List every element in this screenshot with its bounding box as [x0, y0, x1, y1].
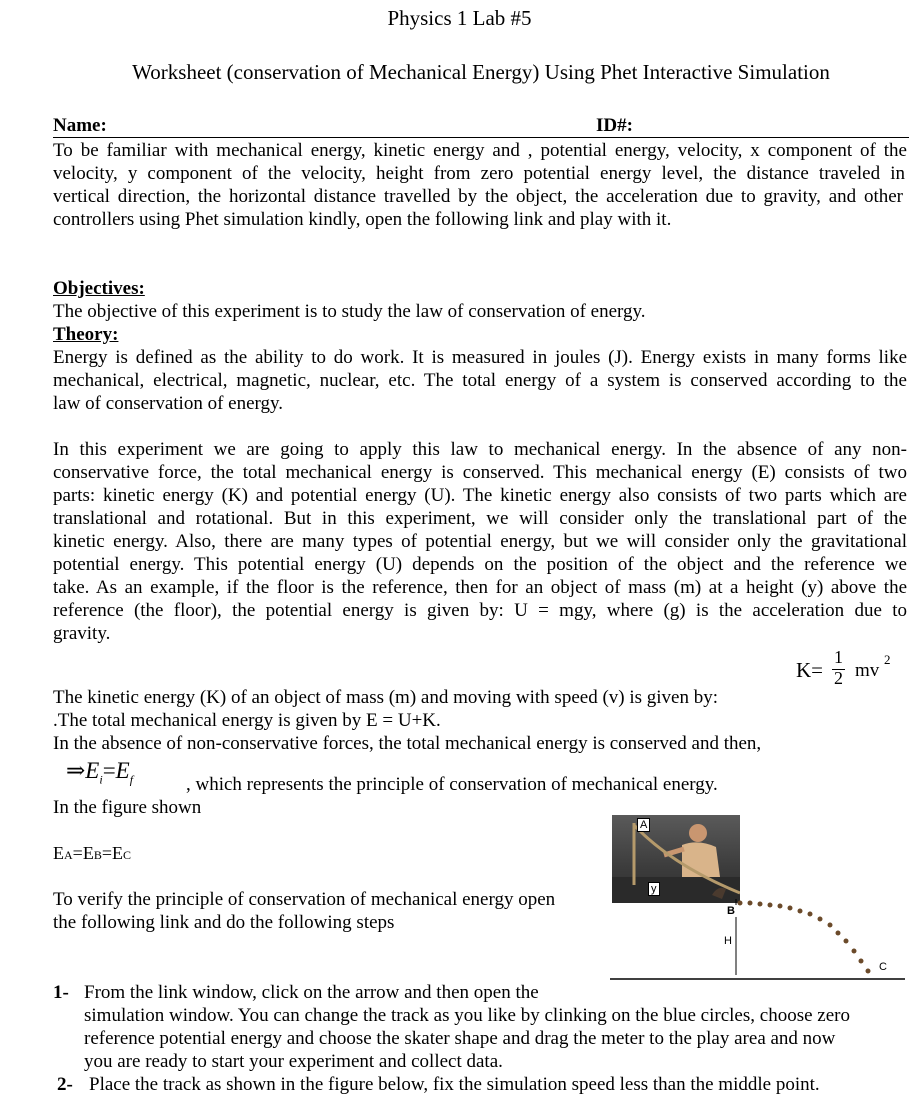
theory-heading: Theory: — [53, 324, 119, 345]
principle-line: , which represents the principle of conservation of mechanical energy. — [186, 774, 718, 795]
kinetic-energy-formula — [796, 646, 911, 692]
objectives-text: The objective of this experiment is to study the law of conservation of energy. — [53, 301, 646, 322]
step-2-line-1: Place the track as shown in the figure below, fix the simulation speed less than the middle point. — [89, 1074, 820, 1095]
theory-p1-line-3: law of conservation of energy. — [53, 393, 284, 414]
theory-p2-line-6: potential energy. This potential energy (U) depends on the position of the object and the reference we — [53, 554, 907, 575]
step-1-line-4: you are ready to start your experiment and collect data. — [84, 1051, 503, 1072]
formula-mv: mv — [855, 660, 880, 681]
skater-icon — [712, 888, 726, 899]
verify-line-2: the following link and do the following steps — [53, 912, 395, 933]
intro-line-3: vertical direction, the horizontal distance travelled by the object, the acceleration due to gravity, and other — [53, 186, 903, 207]
theory-p2-line-4: translational and rotational. But in this experiment, we will consider only the translational part of the — [53, 508, 907, 529]
formula-ei: E — [85, 758, 100, 783]
step-2-number: 2- — [57, 1074, 73, 1095]
name-label: Name: — [53, 115, 107, 136]
id-label: ID#: — [596, 115, 633, 136]
energy-equality: EA=EB=EC — [53, 843, 132, 863]
header-rule — [53, 137, 909, 138]
label-c: C — [879, 961, 887, 973]
label-h: H — [724, 935, 732, 947]
theory-p2-line-9: gravity. — [53, 623, 111, 644]
formula-numerator: 1 — [834, 647, 843, 667]
verify-line-1: To verify the principle of conservation of mechanical energy open — [53, 889, 556, 910]
objectives-heading: Objectives: — [53, 278, 145, 299]
formula-k-lhs: K= — [796, 658, 824, 682]
figure-line: In the figure shown — [53, 797, 202, 818]
intro-line-4: controllers using Phet simulation kindly, open the following link and play with it. — [53, 209, 672, 230]
step-1-number: 1- — [53, 982, 69, 1003]
label-a: A — [637, 818, 650, 832]
trajectory-dots — [738, 901, 871, 974]
formula-sub-i: i — [99, 772, 103, 787]
formula-exponent: 2 — [884, 652, 891, 667]
formula-equals: = — [102, 758, 116, 783]
theory-p2-line-1: In this experiment we are going to apply this law to mechanical energy. In the absence of any non- — [53, 439, 907, 460]
kinetic-line: The kinetic energy (K) of an object of mass (m) and moving with speed (v) is given by: — [53, 687, 719, 708]
implies-arrow: ⇒ — [66, 758, 86, 783]
theory-p2-line-2: conservative force, the total mechanical energy is conserved. This mechanical energy (E) consists of two — [53, 462, 907, 483]
step-1-line-2: simulation window. You can change the track as you like by clinking on the blue circles, choose zero — [84, 1005, 850, 1026]
theory-p2-line-7: take. As an example, if the floor is the reference, then for an object of mass (m) at a height (y) above the — [53, 577, 907, 598]
skater-figure — [600, 815, 910, 985]
label-b: B — [727, 905, 735, 917]
step-1-line-1: From the link window, click on the arrow and then open the — [84, 982, 539, 1003]
total-energy-line: .The total mechanical energy is given by E = U+K. — [53, 710, 441, 731]
absence-line: In the absence of non-conservative forces, the total mechanical energy is conserved and then, — [53, 733, 762, 754]
theory-p2-line-8: reference (the floor), the potential energy is given by: U = mgy, where (g) is the acceleration due to — [53, 600, 907, 621]
label-y: y — [648, 882, 660, 896]
step-1-line-3: reference potential energy and choose the skater shape and drag the meter to the play area and now — [84, 1028, 836, 1049]
intro-line-1: To be familiar with mechanical energy, kinetic energy and , potential energy, velocity, x component of the — [53, 140, 907, 161]
theory-p2-line-5: kinetic energy. Also, there are many types of potential energy, but we will consider only the gravitational — [53, 531, 907, 552]
page-title: Physics 1 Lab #5 — [387, 6, 532, 30]
theory-p1-line-1: Energy is defined as the ability to do work. It is measured in joules (J). Energy exists in many forms like — [53, 347, 907, 368]
theory-p1-line-2: mechanical, electrical, magnetic, nuclear, etc. The total energy of a system is conserved according to the — [53, 370, 907, 391]
worksheet-subtitle: Worksheet (conservation of Mechanical Energy) Using Phet Interactive Simulation — [132, 60, 830, 84]
track-drawing — [600, 815, 910, 985]
formula-denominator: 2 — [834, 668, 843, 688]
intro-line-2: velocity, y component of the velocity, height from zero potential energy level, the distance traveled in — [53, 163, 905, 184]
theory-p2-line-3: parts: kinetic energy (K) and potential energy (U). The kinetic energy also consists of two parts which are — [53, 485, 907, 506]
formula-ef: E — [115, 758, 130, 783]
formula-sub-f: f — [129, 772, 134, 787]
